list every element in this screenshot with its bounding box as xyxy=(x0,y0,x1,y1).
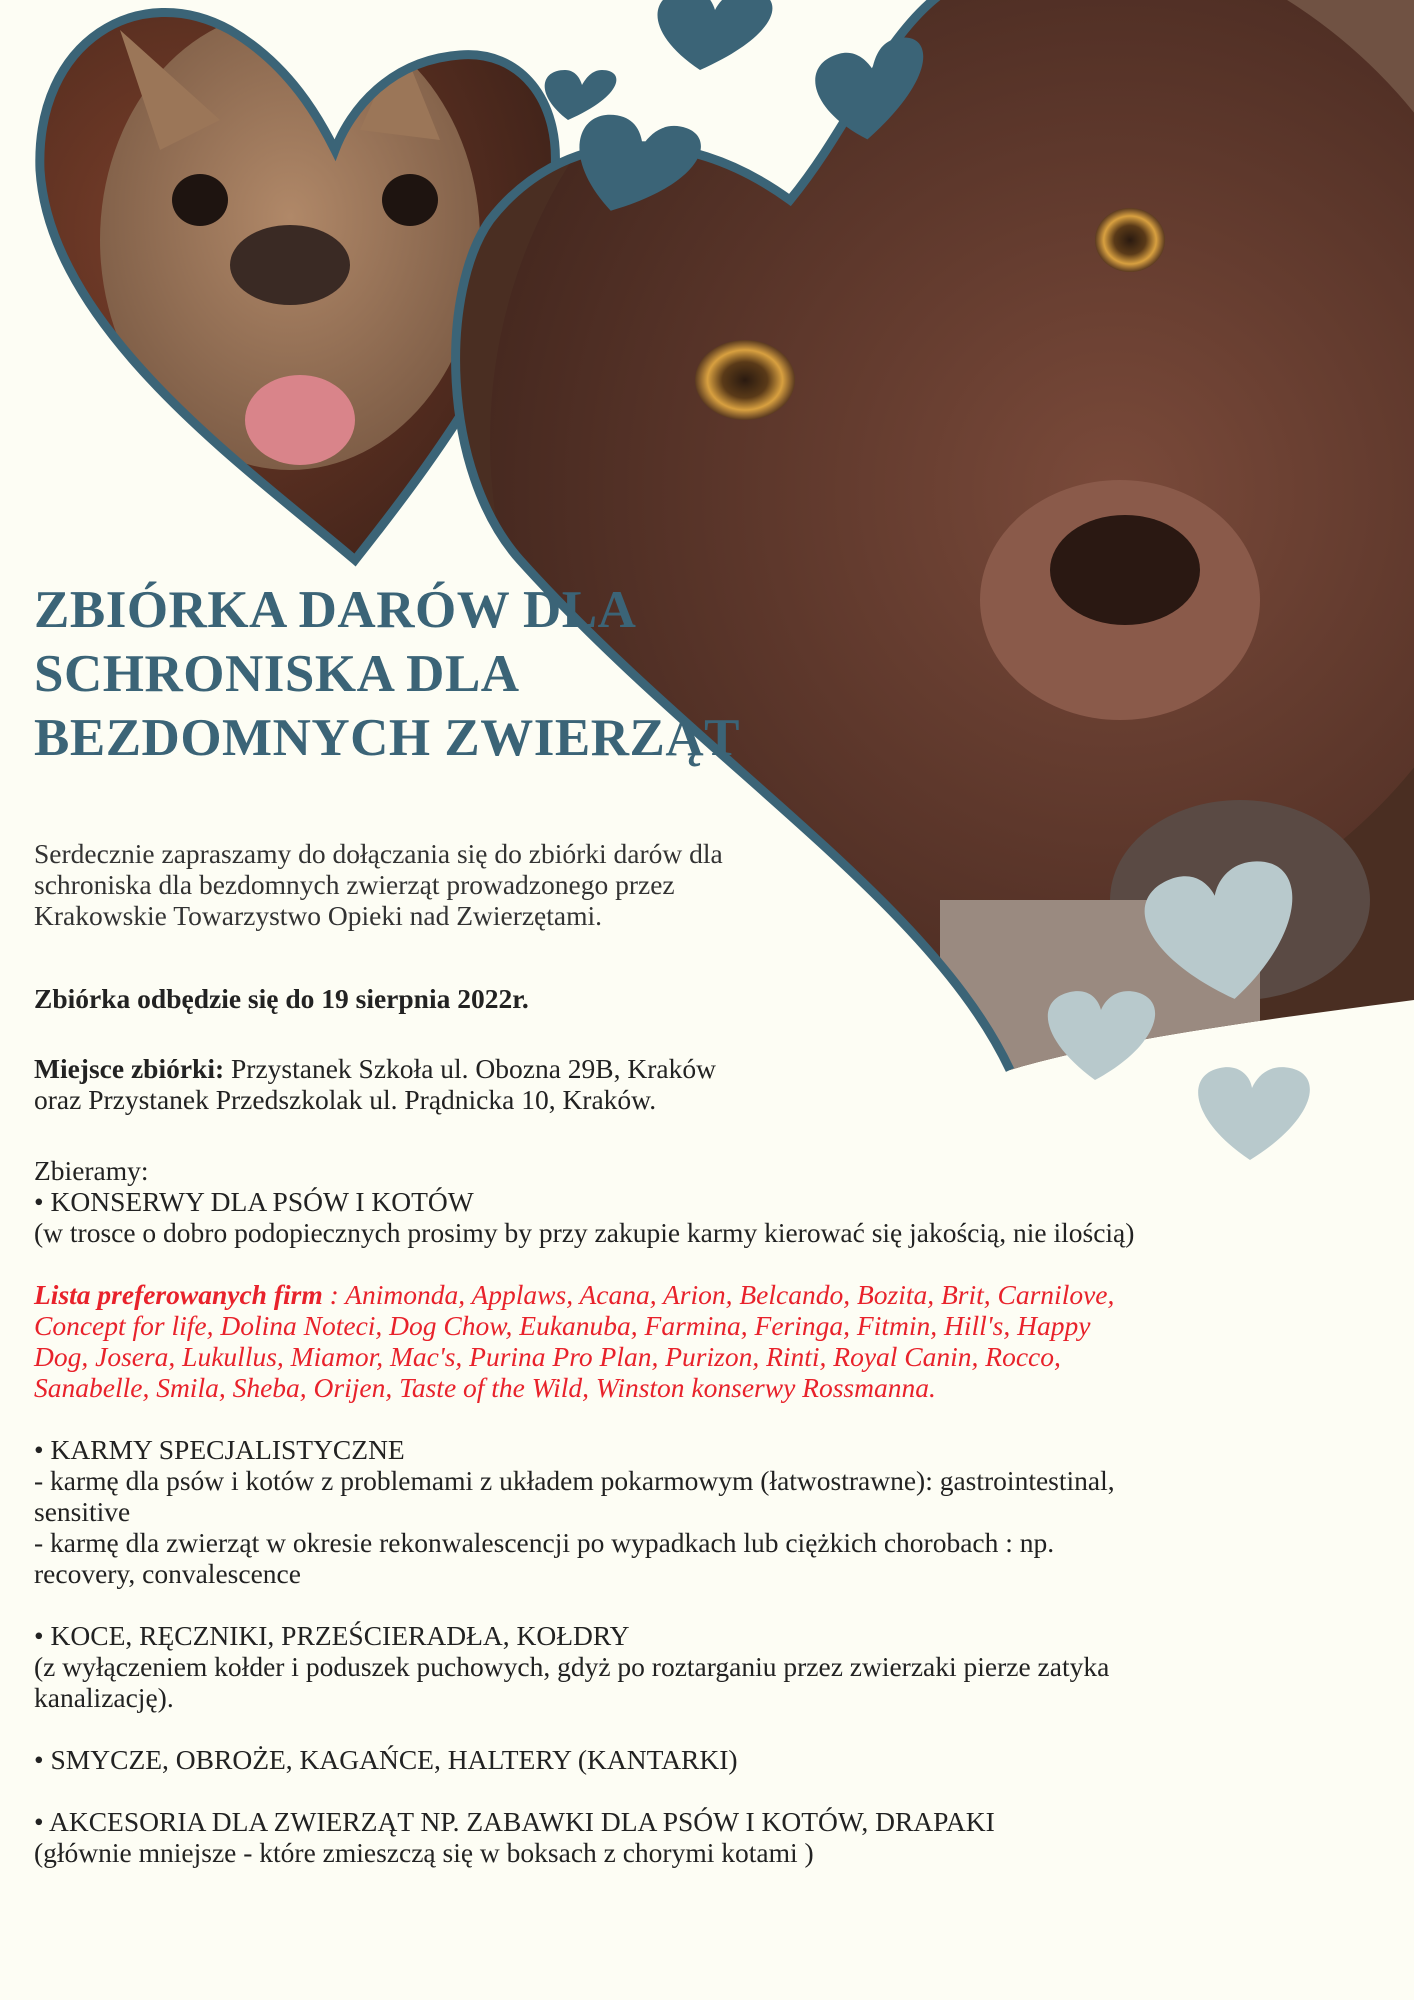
list-item-note: (z wyłączeniem kołder i poduszek puchowych, gdyż po roztarganiu przez zwierzaki pierze zatyka xyxy=(34,1651,1110,1682)
list-item: • KOCE, RĘCZNIKI, PRZEŚCIERADŁA, KOŁDRY xyxy=(34,1620,630,1651)
intro-paragraph: Serdecznie zapraszamy do dołączania się do zbiórki darów dla schroniska dla bezdomnych zwierząt prowadzonego przez Krakowskie Towarzystwo Opieki nad Zwierzętami. xyxy=(34,838,723,931)
list-item: • AKCESORIA DLA ZWIERZĄT NP. ZABAWKI DLA PSÓW I KOTÓW, DRAPAKI xyxy=(34,1806,995,1837)
preferred-brands-line: Sanabelle, Smila, Sheba, Orijen, Taste of the Wild, Winston konserwy Rossmanna. xyxy=(34,1372,936,1403)
place-label: Miejsce zbiórki: xyxy=(34,1053,225,1084)
list-item: • KONSERWY DLA PSÓW I KOTÓW xyxy=(34,1186,474,1217)
preferred-brands-line: Dog, Josera, Lukullus, Miamor, Mac's, Purina Pro Plan, Purizon, Rinti, Royal Canin, Rocco, xyxy=(34,1341,1061,1372)
list-item-note: (w trosce o dobro podopiecznych prosimy by przy zakupie karmy kierować się jakością, nie ilością) xyxy=(34,1217,1135,1248)
list-item: • KARMY SPECJALISTYCZNE xyxy=(34,1434,405,1465)
list-item: • SMYCZE, OBROŻE, KAGAŃCE, HALTERY (KANTARKI) xyxy=(34,1744,738,1775)
list-item-note: (głównie mniejsze - które zmieszczą się w boksach z chorymi kotami ) xyxy=(34,1837,814,1868)
collection-place: Miejsce zbiórki: Przystanek Szkoła ul. Obozna 29B, Kraków oraz Przystanek Przedszkolak ul. Prądnicka 10, Kraków. xyxy=(34,1053,716,1115)
preferred-brands: Lista preferowanych firm : Animonda, Applaws, Acana, Arion, Belcando, Bozita, Brit, Carnilove, xyxy=(34,1279,1115,1310)
page-title: ZBIÓRKA DARÓW DLA SCHRONISKA DLA BEZDOMNYCH ZWIERZĄT xyxy=(34,581,740,767)
list-item-note: recovery, convalescence xyxy=(34,1558,301,1589)
collect-heading: Zbieramy: xyxy=(34,1155,149,1186)
donation-list xyxy=(34,1155,1384,1868)
list-item-note: - karmę dla zwierząt w okresie rekonwalescencji po wypadkach lub ciężkich chorobach : np. xyxy=(34,1527,1055,1558)
collection-date: Zbiórka odbędzie się do 19 sierpnia 2022r. xyxy=(34,983,529,1014)
list-item-note: sensitive xyxy=(34,1496,131,1527)
preferred-brands-line: Concept for life, Dolina Noteci, Dog Chow, Eukanuba, Farmina, Feringa, Fitmin, Hill's, Happy xyxy=(34,1310,1091,1341)
list-item-note: kanalizację). xyxy=(34,1682,174,1713)
list-item-note: - karmę dla psów i kotów z problemami z układem pokarmowym (łatwostrawne): gastrointestinal, xyxy=(34,1465,1115,1496)
